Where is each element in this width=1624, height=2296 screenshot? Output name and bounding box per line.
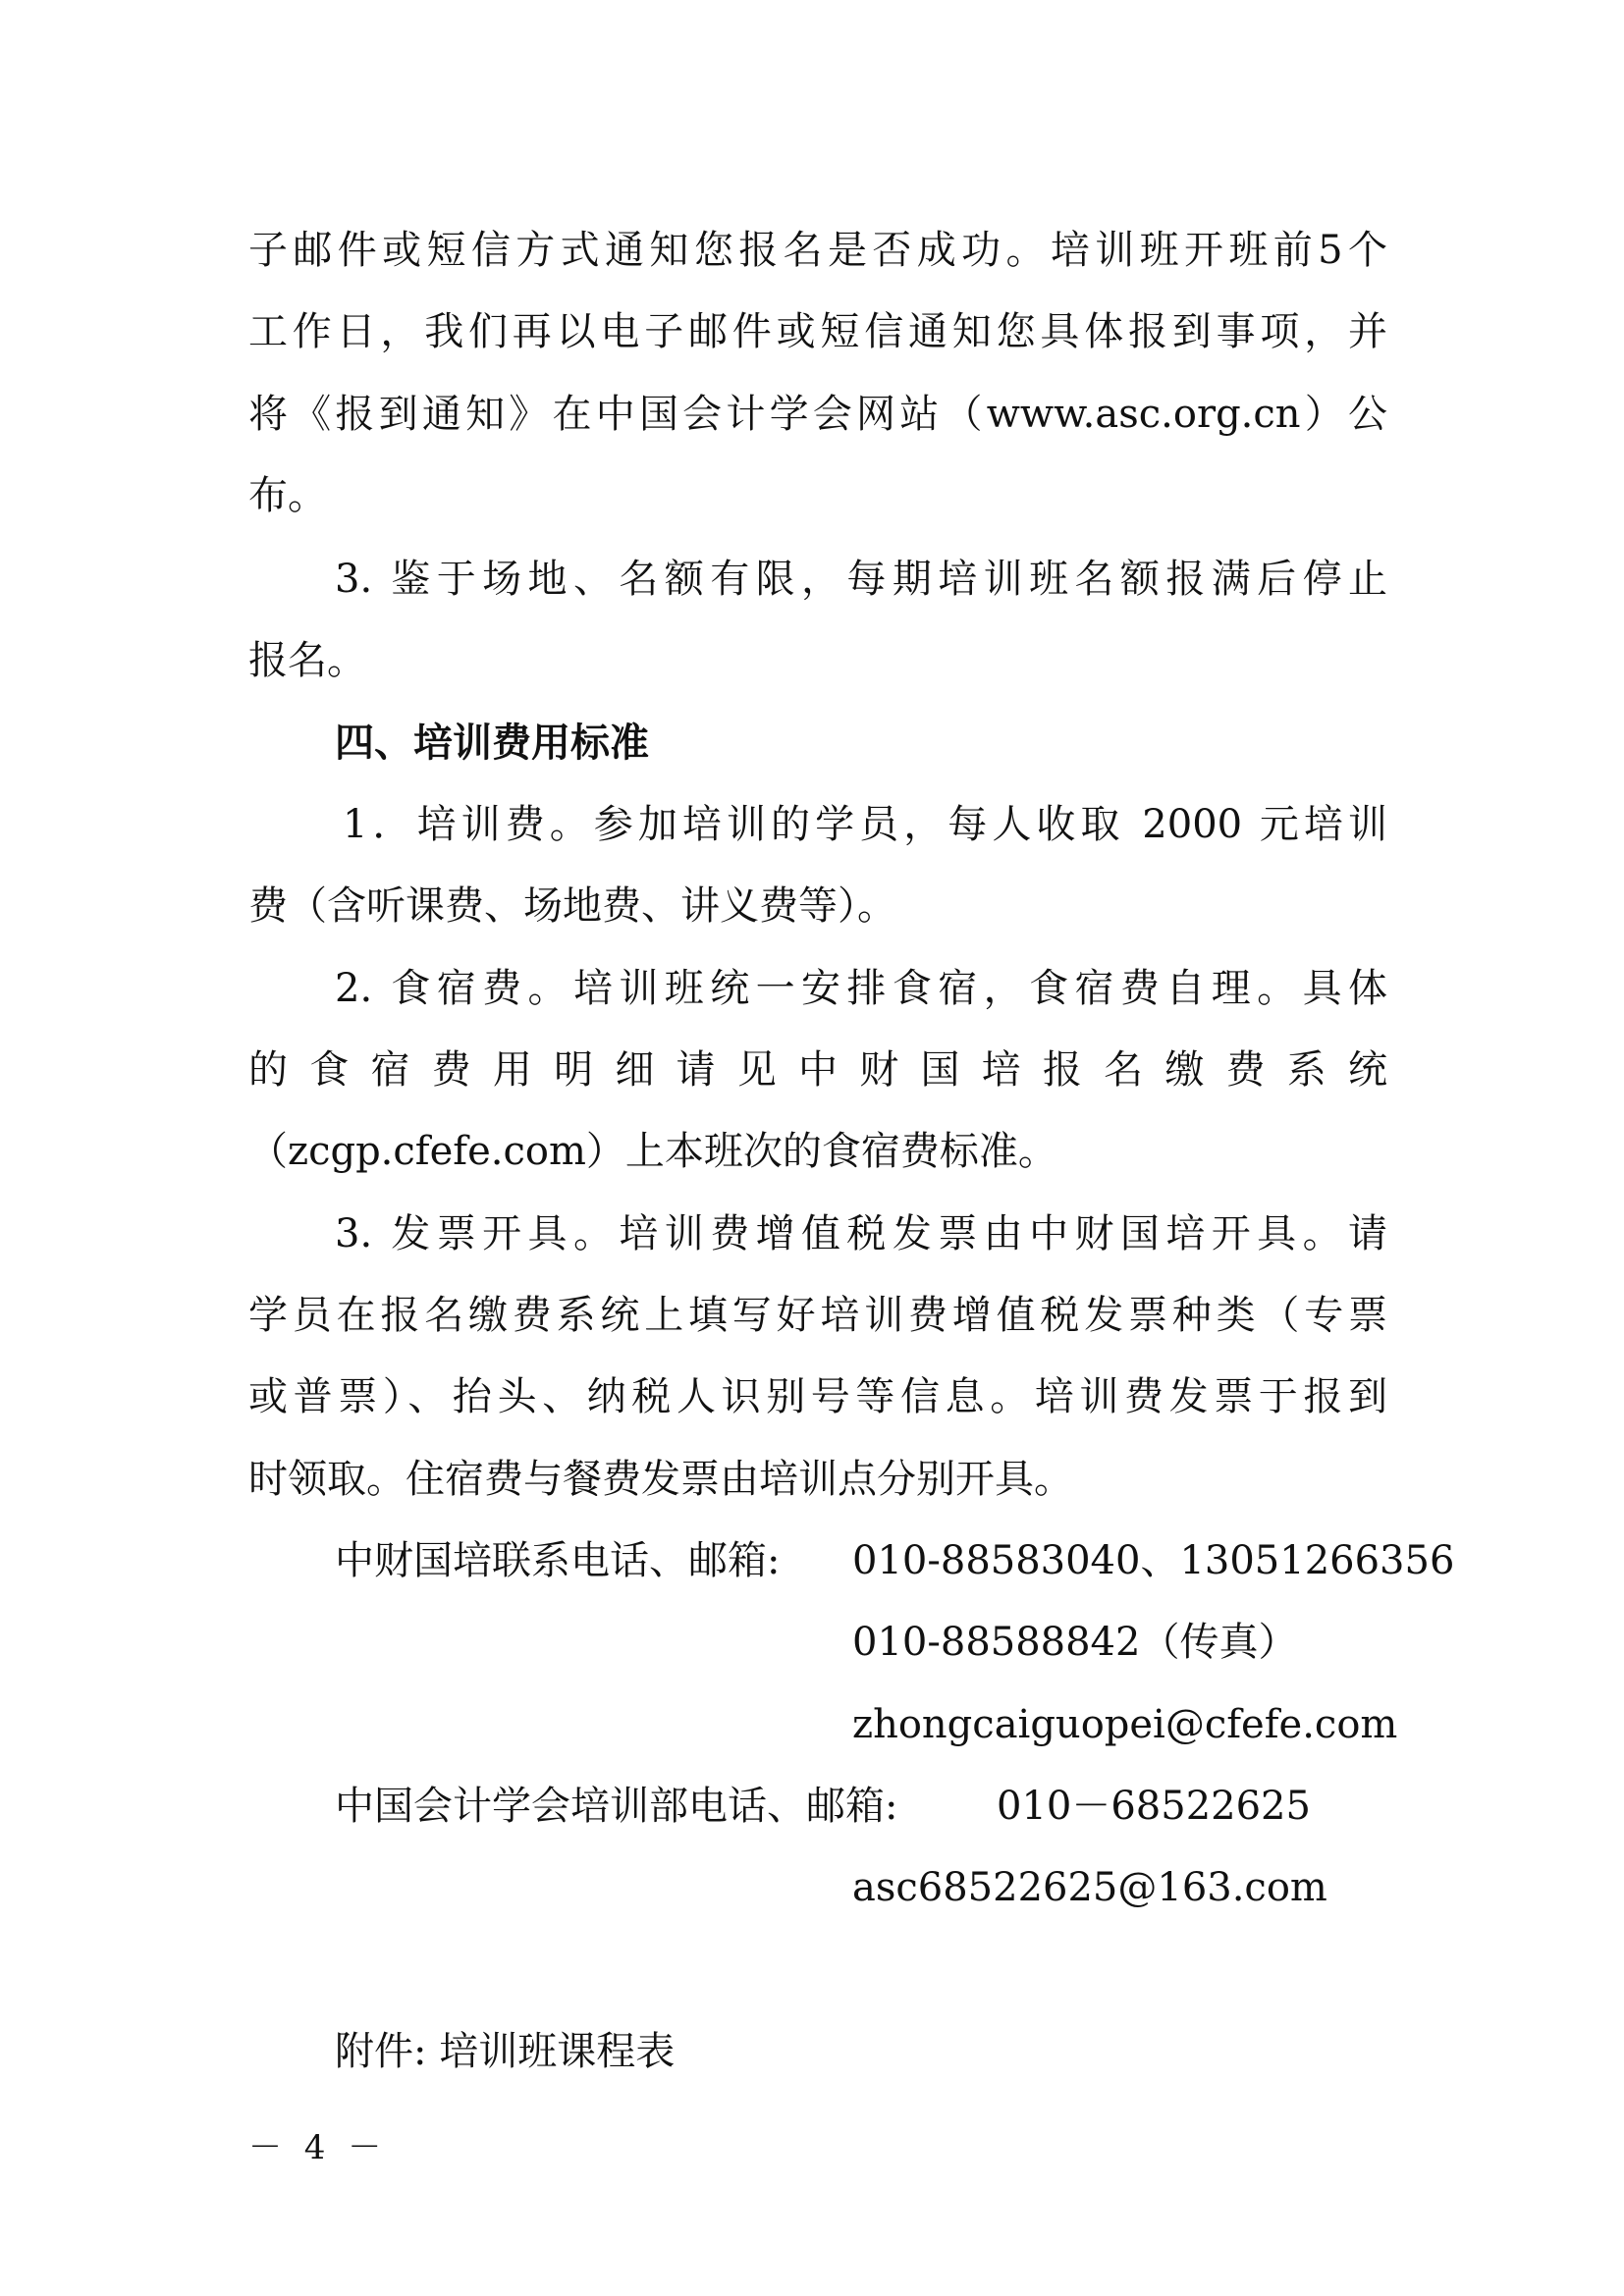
paragraph-line: 时领取。住宿费与餐费发票由培训点分别开具。	[248, 1457, 1073, 1502]
paragraph-line: 2. 食宿费。培训班统一安排食宿，食宿费自理。具体	[335, 966, 1387, 1011]
paragraph-line: 学员在报名缴费系统上填写好培训费增值税发票种类（专票	[248, 1293, 1387, 1338]
paragraph-line: 子邮件或短信方式通知您报名是否成功。培训班开班前5个	[248, 228, 1387, 273]
attachment-line: 附件: 培训班课程表	[335, 2029, 676, 2074]
paragraph-line: 将《报到通知》在中国会计学会网站（www.asc.org.cn）公	[248, 392, 1387, 437]
paragraph-line: 工作日，我们再以电子邮件或短信通知您具体报到事项，并	[248, 309, 1387, 354]
paragraph-line: 布。	[248, 473, 327, 518]
asc-contact-label: 中国会计学会培训部电话、邮箱:	[335, 1784, 898, 1829]
zccp-phone: 010-88583040、13051266356	[852, 1538, 1455, 1583]
zccp-contact-label: 中财国培联系电话、邮箱:	[335, 1538, 781, 1583]
asc-phone: 010－68522625	[997, 1784, 1311, 1829]
paragraph-line: 报名。	[248, 638, 366, 683]
paragraph-line: 费（含听课费、场地费、讲义费等）。	[248, 883, 896, 929]
paragraph-line: 的食宿费用明细请见中财国培报名缴费系统	[248, 1047, 1387, 1093]
zccp-fax: 010-88588842（传真）	[852, 1620, 1298, 1665]
asc-email: asc68522625@163.com	[852, 1865, 1327, 1910]
paragraph-line: 或普票）、抬头、纳税人识别号等信息。培训费发票于报到	[248, 1374, 1387, 1419]
zccp-email: zhongcaiguopei@cfefe.com	[852, 1702, 1398, 1747]
paragraph-line: 1．培训费。参加培训的学员，每人收取 2000 元培训	[343, 802, 1387, 847]
page-number: － 4 －	[248, 2128, 388, 2167]
section-heading: 四、培训费用标准	[335, 721, 649, 766]
paragraph-line: 3. 发票开具。培训费增值税发票由中财国培开具。请	[335, 1211, 1387, 1256]
paragraph-line: （zcgp.cfefe.com）上本班次的食宿费标准。	[248, 1129, 1057, 1174]
paragraph-line: 3. 鉴于场地、名额有限，每期培训班名额报满后停止	[335, 557, 1387, 602]
